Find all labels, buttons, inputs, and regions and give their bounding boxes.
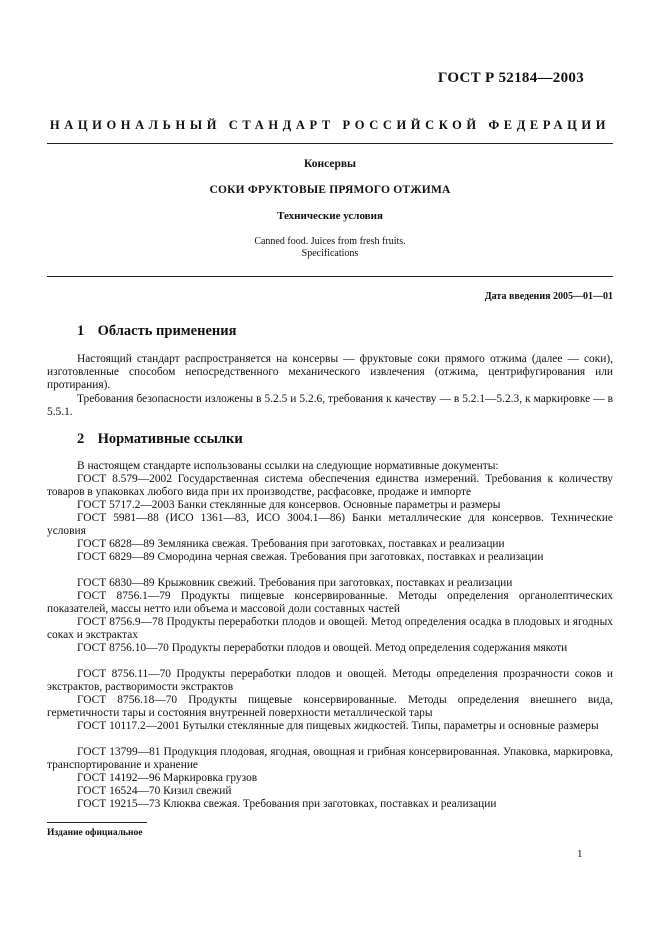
reference-item: ГОСТ 6828—89 Земляника свежая. Требования при заготовках, поставках и реализации [77, 538, 505, 550]
section-1-paragraph-1: Настоящий стандарт распространяется на консервы — фруктовые соки прямого отжима (далее — соки), изготовленные способом непосредственного механического извлечения (отжима, центрифугирования или протирания). [47, 353, 613, 391]
reference-item: ГОСТ 8.579—2002 Государственная система обеспечения единства измерений. Требования к количеству товаров в упаковках любого вида при их производстве, расфасовке, продаже и импорте [47, 473, 613, 498]
intro-date: Дата введения 2005—01—01 [484, 291, 613, 302]
section-2-title: Нормативные ссылки [97, 431, 243, 447]
title-category: Консервы [303, 158, 357, 170]
section-2-intro: В настоящем стандарте использованы ссылки на следующие нормативные документы: [77, 460, 499, 472]
edition-note: Издание официальное [47, 828, 143, 838]
english-title [47, 236, 613, 260]
section-1-paragraph-2: Требования безопасности изложены в 5.2.5 и 5.2.6, требования к качеству — в 5.2.1—5.2.3, к маркировке — в 5.5.1. [47, 393, 613, 418]
page-number: 1 [577, 848, 583, 860]
footer-divider [47, 822, 147, 823]
page-title: СОКИ ФРУКТОВЫЕ ПРЯМОГО ОТЖИМА [209, 184, 451, 196]
section-2-heading [77, 431, 243, 448]
reference-item: ГОСТ 13799—81 Продукция плодовая, ягодная, овощная и грибная консервированная. Упаковка, маркировка, транспортирование и хранение [47, 746, 613, 771]
english-title-line-1: Canned food. Juices from fresh fruits. [254, 236, 406, 247]
document-number: ГОСТ Р 52184—2003 [437, 70, 584, 86]
section-1-number: 1 [77, 323, 85, 339]
reference-item: ГОСТ 16524—70 Кизил свежий [77, 785, 232, 797]
section-1-heading [77, 323, 236, 340]
reference-item: ГОСТ 8756.18—70 Продукты пищевые консервированные. Методы определения внешнего вида, герметичности тары и состояния внутренней поверхности металлической тары [47, 694, 613, 719]
reference-item: ГОСТ 5981—88 (ИСО 1361—83, ИСО 3004.1—86) Банки металлические для консервов. Технические условия [47, 512, 613, 537]
reference-item: ГОСТ 8756.9—78 Продукты переработки плодов и овощей. Метод определения осадка в плодовых и ягодных соках и экстрактах [47, 616, 613, 641]
section-1-title: Область применения [97, 323, 237, 339]
title-subtitle: Технические условия [277, 210, 383, 222]
top-divider [47, 143, 613, 144]
reference-item: ГОСТ 10117.2—2001 Бутылки стеклянные для пищевых жидкостей. Типы, параметры и основные размеры [77, 720, 599, 732]
reference-item: ГОСТ 19215—73 Клюква свежая. Требования при заготовках, поставках и реализации [77, 798, 497, 810]
english-title-line-2: Specifications [301, 248, 359, 259]
title-divider [47, 276, 613, 277]
national-standard-heading: НАЦИОНАЛЬНЫЙ СТАНДАРТ РОССИЙСКОЙ ФЕДЕРАЦИИ [49, 118, 611, 132]
reference-item: ГОСТ 8756.10—70 Продукты переработки плодов и овощей. Метод определения содержания мякоти [77, 642, 568, 654]
reference-item: ГОСТ 6829—89 Смородина черная свежая. Требования при заготовках, поставках и реализации [77, 551, 544, 563]
reference-item: ГОСТ 6830—89 Крыжовник свежий. Требования при заготовках, поставках и реализации [77, 577, 513, 589]
reference-item: ГОСТ 14192—96 Маркировка грузов [77, 772, 258, 784]
reference-item: ГОСТ 8756.1—79 Продукты пищевые консервированные. Методы определения органолептических показателей, массы нетто или объема и массовой доли составных частей [47, 590, 613, 615]
reference-item: ГОСТ 8756.11—70 Продукты переработки плодов и овощей. Методы определения прозрачности соков и экстрактов, растворимости экстрактов [47, 668, 613, 693]
reference-item: ГОСТ 5717.2—2003 Банки стеклянные для консервов. Основные параметры и размеры [77, 499, 501, 511]
section-2-number: 2 [77, 431, 85, 447]
